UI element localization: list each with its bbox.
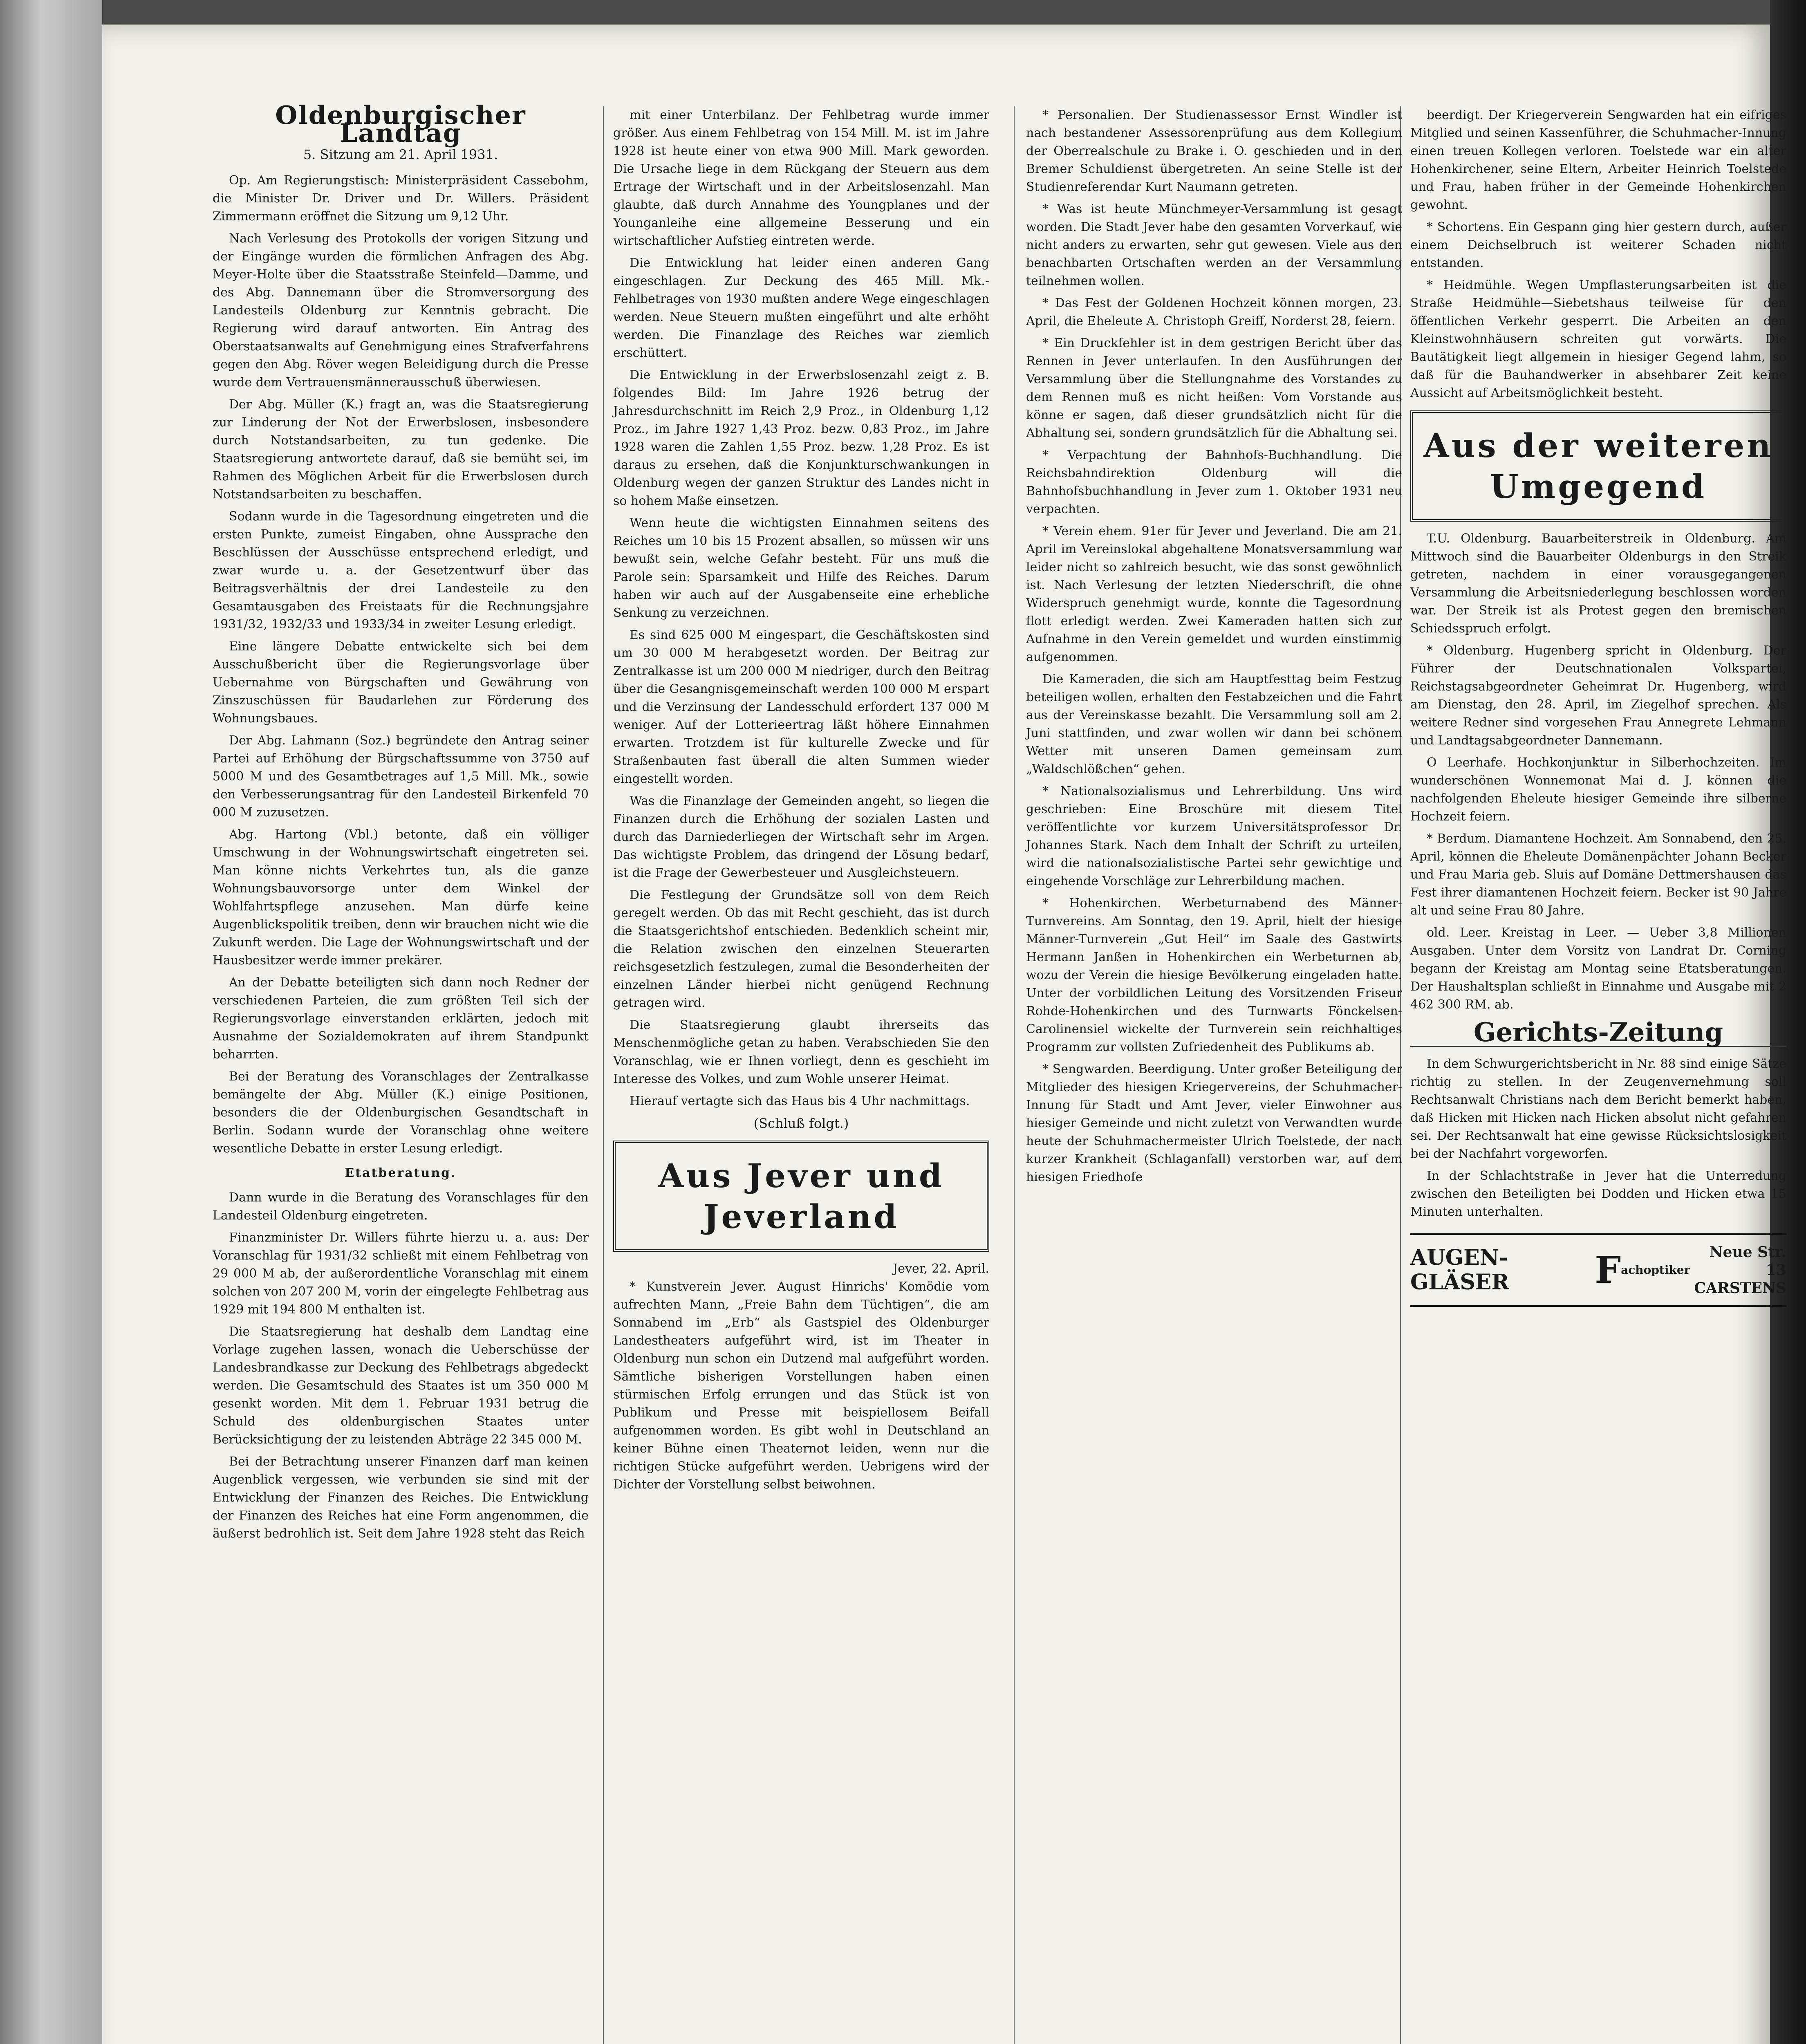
section-banner: Aus Jever und Jeverland	[613, 1141, 989, 1252]
paragraph: * Nationalsozialismus und Lehrerbildung. Uns wird geschrieben: Eine Broschüre mit diesem Titel veröffentlichte vor kurzem Universitätsprofessor Dr. Johannes Stark. Nach dem Inhalt der Schrift zu urteilen, wird die nationalsozialistische Partei sehr gewichtige und eingehende Vorschläge zur Lehrerbildung machen.	[1026, 784, 1402, 888]
section-title: Gerichts-Zeitung	[1410, 1024, 1786, 1047]
paragraph: Op. Am Regierungstisch: Ministerpräsident Cassebohm, die Minister Dr. Driver und Dr. Willers. Präsident Zimmermann eröffnet die Sitzung um 9,12 Uhr.	[213, 173, 589, 224]
paragraph: Nach Verlesung des Protokolls der vorigen Sitzung und der Eingänge wurden die förmlichen Anfragen des Abg. Meyer-Holte über die Staatsstraße Steinfeld—Damme, und des Abg. Dannemann über die Stromversorgung des Landesteils Oldenburg zur Kenntnis gebracht. Die Regierung wird darauf antworten. Ein Antrag des Oberstaatsanwalts auf Genehmigung eines Strafverfahrens gegen den Abg. Röver wegen Beleidigung durch die Presse wurde dem Vertrauensmännerausschuß überwiesen.	[213, 231, 589, 390]
column-1	[213, 100, 589, 1547]
paragraph: * Oldenburg. Hugenberg spricht in Oldenburg. Der Führer der Deutschnationalen Volkspartei, Reichstagsabgeordneter Geheimrat Dr. Hugenberg, wird am Dienstag, den 28. April, im Ziegelhof sprechen. Als weitere Redner sind vorgesehen Frau Annegrete Lehmann und Landtagsabgeordneter Dannemann.	[1410, 643, 1786, 748]
paragraph: Abg. Hartong (Vbl.) betonte, daß ein völliger Umschwung in der Wohnungswirtschaft eingetreten sei. Man könne nichts Verkehrtes tun, als die ganze Wohnungsbauvorsorge unter dem Winkel der Wohlfahrtspflege anzusehen. Man dürfe keine Augenblickspolitik treiben, denn wir brauchen nicht wie die Zukunft werden. Die Lage der Wohnungswirtschaft und der Hausbesitzer werde immer prekärer.	[213, 827, 589, 968]
paragraph: * Das Fest der Goldenen Hochzeit können morgen, 23. April, die Eheleute A. Christoph Greiff, Norderst 28, feiern.	[1026, 296, 1402, 328]
column-4	[1410, 106, 1786, 1307]
paragraph: Dann wurde in die Beratung des Voranschlages für den Landesteil Oldenburg eingetreten.	[213, 1190, 589, 1223]
paragraph: Sodann wurde in die Tagesordnung eingetreten und die ersten Punkte, zumeist Eingaben, ohne Aussprache den Beschlüssen der Ausschüsse entsprechend erledigt, und zwar wurde u. a. der Gesetzentwurf über das Beitragsverhältnis der drei Landesteile zu den Gesamtausgaben des Freistaats für die Rechnungsjahre 1931/32, 1932/33 und 1933/34 in zweiter Lesung erledigt.	[213, 509, 589, 632]
paragraph: * Sengwarden. Beerdigung. Unter großer Beteiligung der Mitglieder des hiesigen Kriegervereins, der Schuhmacher-Innung für Stadt und Amt Jever, vieler Einwohner aus hiesiger Gemeinde und nicht zuletzt von Verwandten wurde heute der Schuhmachermeister Ulrich Toelstede, der nach kurzer Krankheit (Schlaganfall) verstorben war, auf dem hiesigen Friedhofe	[1026, 1062, 1402, 1184]
paragraph: * Personalien. Der Studienassessor Ernst Windler ist nach bestandener Assessorenprüfung aus dem Kollegium der Oberrealschule zu Brake i. O. geschieden und in den Bremer Schuldienst übergetreten. An seine Stelle ist der Studienreferendar Kurt Naumann getreten.	[1026, 108, 1402, 194]
paragraph: Die Staatsregierung hat deshalb dem Landtag eine Vorlage zugehen lassen, wonach die Ueberschüsse der Landesbrandkasse zur Deckung des Fehlbetrags abgedeckt werden. Die Gesamtschuld des Staates ist um 350 000 M gesenkt worden. Mit dem 1. Februar 1931 betrug die Schuld des oldenburgischen Staates unter Berücksichtigung der zu leistenden Abträge 22 345 000 M.	[213, 1325, 589, 1447]
paragraph: Der Abg. Müller (K.) fragt an, was die Staatsregierung zur Linderung der Not der Erwerbslosen, insbesondere durch Notstandsarbeiten, zu tun gedenke. Die Staatsregierung antwortete darauf, daß sie bemüht sei, im Rahmen des Möglichen Arbeit für die Erwerbslosen durch Notstandsarbeiten zu beschaffen.	[213, 397, 589, 502]
paragraph: * Heidmühle. Wegen Umpflasterungsarbeiten ist die Straße Heidmühle—Siebetshaus teilweise für den öffentlichen Verkehr gesperrt. Die Arbeiten an den Kleinstwohnhäusern schreiten gut vorwärts. Die Bautätigkeit liegt allgemein in hiesiger Gegend lahm, so daß für die Bauhandwerker in absehbarer Zeit keine Aussicht auf Arbeitsmöglichkeit besteht.	[1410, 278, 1786, 400]
paragraph: * Verein ehem. 91er für Jever und Jeverland. Die am 21. April im Vereinslokal abgehaltene Monatsversammlung war leider nicht so zahlreich besucht, wie das sonst gewöhnlich ist. Nach Verlesung der letzten Niederschrift, die ohne Widerspruch genehmigt wurde, konnte die Tagesordnung flott erledigt werden. Zwei Kameraden hatten sich zur Aufnahme in den Verein gemeldet und wurden einstimmig aufgenommen.	[1026, 524, 1402, 664]
column-2	[613, 106, 989, 1498]
paragraph: Die Entwicklung hat leider einen anderen Gang eingeschlagen. Zur Deckung des 465 Mill. Mk.-Fehlbetrages von 1930 mußten andere Wege eingeschlagen werden. Neue Steuern mußten eingeführt und alte erhöht werden. Die Finanzlage des Reiches war ziemlich erschüttert.	[613, 256, 989, 360]
paragraph: beerdigt. Der Kriegerverein Sengwarden hat ein eifriges Mitglied und seinen Kassenführer, die Schuhmacher-Innung einen treuen Kollegen verloren. Toelstede war ein alter Hohenkirchener, seine Eltern, Arbeiter Heinrich Toelstede und Frau, haben früher in der Gemeinde Hohenkirchen gewohnt.	[1410, 108, 1786, 212]
ad-left-text: AUGEN-GLÄSER	[1410, 1245, 1509, 1295]
session-line: 5. Sitzung am 21. April 1931.	[303, 147, 498, 162]
paragraph: O Leerhafe. Hochkonjunktur in Silberhochzeiten. Im wunderschönen Wonnemonat Mai d. J. können die nachfolgenden Eheleute hiesiger Gemeinde ihre silberne Hochzeit feiern.	[1410, 755, 1786, 824]
paragraph: An der Debatte beteiligten sich dann noch Redner der verschiedenen Parteien, die zum größten Teil sich der Regierungsvorlage einverstanden erklärten, jedoch mit Ausnahme der Sozialdemokraten auf ihrem Standpunkt beharrten.	[213, 975, 589, 1062]
paragraph: Eine längere Debatte entwickelte sich bei dem Ausschußbericht über die Regierungsvorlage über Uebernahme von Bürgschaften und Gewährung von Zinszuschüssen für Baudarlehen zur Förderung des Wohnungsbaues.	[213, 639, 589, 726]
section-banner: Aus der weiteren Umgegend	[1410, 410, 1786, 522]
paragraph: Die Kameraden, die sich am Hauptfesttag beim Festzug beteiligen wollen, erhalten den Festabzeichen und die Fahrt aus der Vereinskasse bezahlt. Die Versammlung soll am 2. Juni stattfinden, und zwar wollen wir dann bei schönem Wetter mit unseren Damen gemeinsam zum „Waldschlößchen“ gehen.	[1026, 672, 1402, 776]
paragraph: Der Abg. Lahmann (Soz.) begründete den Antrag seiner Partei auf Erhöhung der Bürgschaftssumme von 3750 auf 5000 M und des Gesamtbetrages auf 1,5 Mill. Mk., sowie den Verbesserungsantrag für den Landesteil Birkenfeld 70 000 M zuzusetzen.	[213, 733, 589, 820]
paragraph: T.U. Oldenburg. Bauarbeiterstreik in Oldenburg. Am Mittwoch sind die Bauarbeiter Oldenburgs in den Streik getreten, nachdem in einer vorausgegangenen Versammlung die Arbeitsniederlegung beschlossen worden war. Der Streik ist als Protest gegen den bremischen Schiedsspruch erfolgt.	[1410, 531, 1786, 636]
paragraph: * Schortens. Ein Gespann ging hier gestern durch, außer einem Deichselbruch ist weiterer Schaden nicht entstanden.	[1410, 220, 1786, 270]
column-rule	[1014, 106, 1015, 2044]
paragraph: old. Leer. Kreistag in Leer. — Ueber 3,8 Millionen Ausgaben. Unter dem Vorsitz von Landrat Dr. Corning begann der Kreistag am Montag seine Etatsberatungen. Der Haushaltsplan schließt in Einnahme und Ausgabe mit 2 462 300 RM. ab.	[1410, 926, 1786, 1012]
ad-profession: achoptiker	[1621, 1263, 1690, 1277]
column-3	[1026, 106, 1402, 1190]
masthead-title: Oldenburgischer Landtag	[275, 100, 526, 148]
paragraph: Was die Finanzlage der Gemeinden angeht, so liegen die Finanzen durch die Erhöhung der sozialen Lasten und durch das Darniederliegen der Wirtschaft sehr im Argen. Das wichtigste Problem, das dringend der Lösung bedarf, ist die Frage der Gewerbesteuer und Ausgleichsteuern.	[613, 794, 989, 880]
paragraph: Es sind 625 000 M eingespart, die Geschäftskosten sind um 30 000 M herabgesetzt worden. Der Beitrag zur Zentralkasse ist um 200 000 M niedriger, durch den Beitrag über die Gesangnisgemeinschaft werden 100 000 M erspart und die Verzinsung der Landesschuld erfordert 137 000 M weniger. Auf der Lotterieertrag läßt höhere Einnahmen erwarten. Trotzdem ist für kulturelle Zwecke und für Straßenbauten fast überall die alten Summen wieder eingestellt worden.	[613, 628, 989, 786]
subheading: Etatberatung.	[345, 1166, 457, 1180]
paragraph: Die Entwicklung in der Erwerbslosenzahl zeigt z. B. folgendes Bild: Im Jahre 1926 betrug der Jahresdurchschnitt im Reich 2,9 Proz., in Oldenburg 1,12 Proz., im Jahre 1927 1,43 Proz. bezw. 0,83 Proz., im Jahre 1928 waren die Zahlen 1,55 Proz. bezw. 1,28 Proz. Es ist daraus zu ersehen, daß die Konjunkturschwankungen in Oldenburg wegen der ganzen Struktur des Landes nicht in so hohem Maße einsetzen.	[613, 368, 989, 508]
paragraph: mit einer Unterbilanz. Der Fehlbetrag wurde immer größer. Aus einem Fehlbetrag von 154 Mill. M. ist im Jahre 1928 ist heute einer von etwa 900 Mill. Mark geworden. Die Ursache liege in dem Rückgang der Steuern aus dem Ertrage der Wirtschaft und in der Arbeitslosenzahl. Man glaubte, daß durch Annahme des Youngplanes und der Younganleihe eine allgemeine Besserung und ein wirtschaftlicher Aufstieg eintreten werde.	[613, 108, 989, 248]
ad-name: CARSTENS	[1694, 1280, 1786, 1297]
paragraph: * Kunstverein Jever. August Hinrichs' Komödie vom aufrechten Mann, „Freie Bahn dem Tüchtigen“, die am Sonnabend im „Erb“ als Gastspiel des Oldenburger Landestheaters aufgeführt wird, ist im Theater in Oldenburg nun schon ein Dutzend mal aufgeführt worden. Sämtliche bisherigen Vorstellungen haben einen stürmischen Erfolg errungen und das Stück ist von Publikum und Presse mit beispiellosem Beifall aufgenommen worden. Es gibt wohl in Deutschland an keiner Bühne einen Theaternot leiden, wenn nur die richtigen Stücke aufgeführt werden. Uebrigens wird der Dichter der Vorstellung selbst beiwohnen.	[613, 1280, 989, 1492]
paragraph: * Hohenkirchen. Werbeturnabend des Männer-Turnvereins. Am Sonntag, den 19. April, hielt der hiesige Männer-Turnverein „Gut Heil“ im Saale des Gastwirts Hermann Janßen in Hohenkirchen ein Werbeturnen ab, wozu der Verein die hiesige Bevölkerung eingeladen hatte. Unter der vorbildlichen Leitung des Vorsitzenden Friseur Rohde-Hohenkirchen und des Turnwarts Fönckelsen-Carolinensiel wickelte der Turnverein sein reichhaltiges Programm zur vollsten Zufriedenheit des Publikums ab.	[1026, 896, 1402, 1054]
book-edge	[0, 0, 102, 2044]
continuation-note: (Schluß folgt.)	[753, 1116, 849, 1131]
column-rule	[603, 106, 604, 2044]
paragraph: * Ein Druckfehler ist in dem gestrigen Bericht über das Rennen in Jever unterlaufen. In den Ausführungen der Versammlung über die Stellungnahme des Vorstandes zu dem Rennen muß es nicht heißen: Vom Vorstande aus könne er sagen, daß dieser grundsätzlich nicht für die Abhaltung sei, sondern grundsätzlich für die Abhaltung sei.	[1026, 336, 1402, 440]
paragraph: * Was ist heute Münchmeyer-Versammlung ist gesagt worden. Die Stadt Jever habe den gesamten Vorverkauf, wie nicht anders zu erwarten, sehr gut gewesen. Viele aus den benachbarten Ortschaften werden an der Versammlung teilnehmen wollen.	[1026, 202, 1402, 288]
paragraph: Bei der Beratung des Voranschlages der Zentralkasse bemängelte der Abg. Müller (K.) einige Positionen, besonders die der Oldenburgischen Gesandtschaft in Berlin. Sodann wurde der Voranschlag ohne weitere wesentliche Debatte in erster Lesung erledigt.	[213, 1069, 589, 1156]
paragraph: Wenn heute die wichtigsten Einnahmen seitens des Reiches um 10 bis 15 Prozent absallen, so müssen wir uns bewußt sein, welche Gefahr besteht. Für uns muß die Parole sein: Sparsamkeit und Hilfe des Reiches. Darum haben wir auch auf der Ausgabenseite eine erhebliche Senkung zu verzeichnen.	[613, 516, 989, 620]
ad-address: Neue Str. 13	[1709, 1244, 1786, 1279]
dateline: Jever, 22. April.	[893, 1262, 989, 1276]
paragraph: * Verpachtung der Bahnhofs-Buchhandlung. Die Reichsbahndirektion Oldenburg will die Bahnhofsbuchhandlung in Jever zum 1. Oktober 1931 neu verpachten.	[1026, 448, 1402, 516]
paragraph: In dem Schwurgerichtsbericht in Nr. 88 sind einige Sätze richtig zu stellen. In der Zeugenvernehmung soll Rechtsanwalt Christians nach dem Bericht bemerkt haben, daß Hicken mit Hicken nach Hicken absolut nicht gefahren sei. Der Rechtsanwalt hat eine gewisse Rücksichtslosigkeit bei der Nachfahrt vorgeworfen.	[1410, 1057, 1786, 1161]
ad-letter: F	[1595, 1248, 1621, 1292]
paragraph: In der Schlachtstraße in Jever hat die Unterredung zwischen den Beteiligten bei Dodden und Hicken etwa 15 Minuten unterhalten.	[1410, 1169, 1786, 1219]
paragraph: Hierauf vertagte sich das Haus bis 4 Uhr nachmittags.	[630, 1094, 970, 1108]
paragraph: Die Staatsregierung glaubt ihrerseits das Menschenmögliche getan zu haben. Verabschieden Sie den Voranschlag, wie er Ihnen vorliegt, denn es geschieht im Interesse des Volkes, und zum Wohle unserer Heimat.	[613, 1018, 989, 1086]
ad-right	[1690, 1243, 1786, 1297]
paragraph: Finanzminister Dr. Willers führte hierzu u. a. aus: Der Voranschlag für 1931/32 schließt mit einem Fehlbetrag von 29 000 M ab, der außerordentliche Voranschlag mit einem solchen von 207 200 M, vorin der eingelegte Fehlbetrag aus 1929 mit 194 800 M enthalten ist.	[213, 1230, 589, 1317]
advertisement	[1410, 1233, 1786, 1307]
paragraph: Bei der Betrachtung unserer Finanzen darf man keinen Augenblick vergessen, wie verbunden sie sind mit der Entwicklung der Finanzen des Reiches. Die Entwicklung der Finanzen des Reiches hat eine Form angenommen, die äußerst bedrohlich ist. Seit dem Jahre 1928 steht das Reich	[213, 1455, 589, 1541]
paragraph: * Berdum. Diamantene Hochzeit. Am Sonnabend, den 25. April, können die Eheleute Domänenpächter Johann Becker und Frau Maria geb. Sluis auf Domäne Dettmershausen das Fest ihrer diamantenen Hochzeit feiern. Becker ist 90 Jahre alt und seine Frau 80 Jahre.	[1410, 831, 1786, 918]
paragraph: Die Festlegung der Grundsätze soll von dem Reich geregelt werden. Ob das mit Recht geschieht, das ist durch die Staatsgerichtshof entschieden. Bedenklich scheint mir, die Relation zwischen den einzelnen Steuerarten reichsgesetzlich festzulegen, zumal die Besonderheiten der einzelnen Länder hierbei nicht genügend Rechnung getragen wird.	[613, 888, 989, 1010]
